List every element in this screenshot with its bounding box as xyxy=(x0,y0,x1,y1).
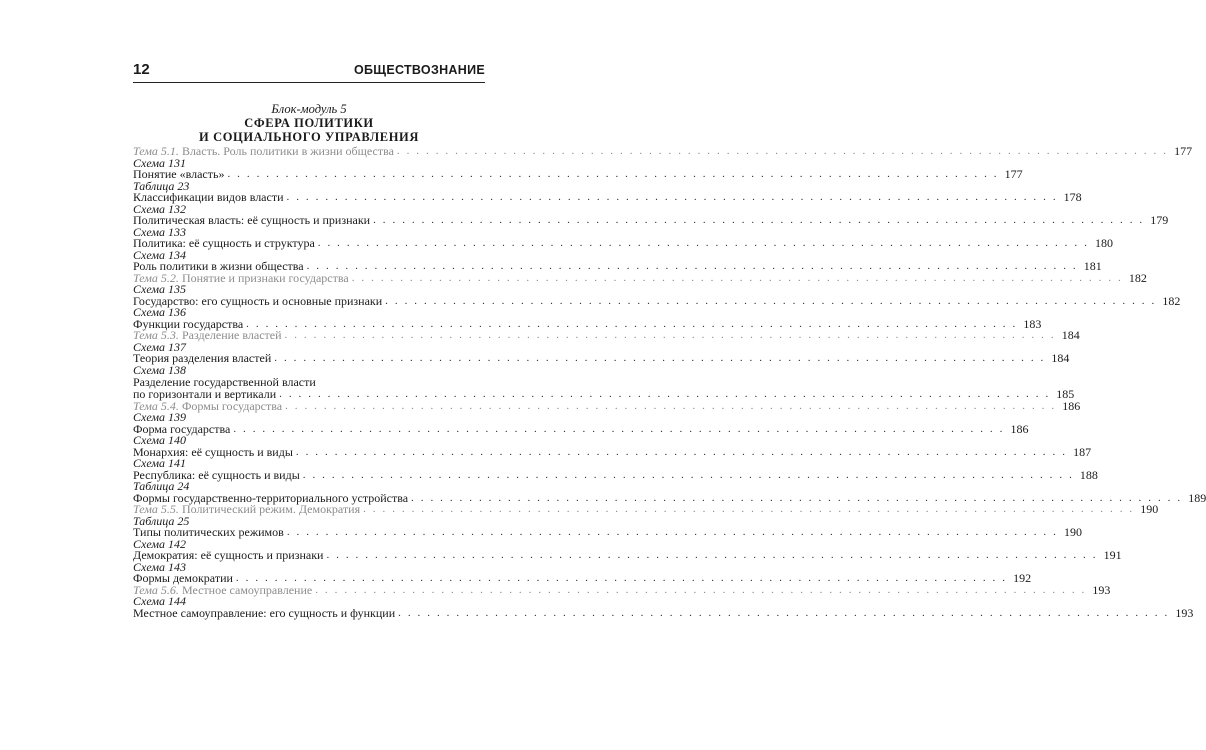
toc-page-number: 177 xyxy=(1174,144,1193,158)
toc-page-number: 186 xyxy=(1010,421,1029,436)
toc-dot-leader: . . . . . . . . . . . . . . . . . . . . . . . . . . . . . . . . . . . . . . . . . . . . . . . . . . . . . . . . . . . . . . . . . . . . . . . . . . . . . . . . xyxy=(317,237,1089,249)
toc-figure-label: Схема 136 xyxy=(133,305,187,319)
toc-dot-leader: . . . . . . . . . . . . . . . . . . . . . . . . . . . . . . . . . . . . . . . . . . . . . . . . . . . . . . . . . . . . . . . . . . . . . . . . . . . . . . . . xyxy=(284,329,1056,341)
toc-page-number: 193 xyxy=(1175,605,1194,620)
toc-dot-leader: . . . . . . . . . . . . . . . . . . . . . . . . . . . . . . . . . . . . . . . . . . . . . . . . . . . . . . . . . . . . . . . . . . . . . . . . . . . . . . . . xyxy=(351,271,1123,284)
toc-entry-title: Роль политики в жизни общества xyxy=(133,259,304,273)
toc-page-number: 182 xyxy=(1162,293,1181,308)
toc-figure-label: Схема 140 xyxy=(133,433,187,447)
toc-dot-leader: . . . . . . . . . . . . . . . . . . . . . . . . . . . . . . . . . . . . . . . . . . . . . . . . . . . . . . . . . . . . . . . . . . . . . . . . . . . . . . . . xyxy=(396,145,1169,157)
table-of-contents xyxy=(133,144,1206,620)
toc-dot-leader: . . . . . . . . . . . . . . . . . . . . . . . . . . . . . . . . . . . . . . . . . . . . . . . . . . . . . . . . . . . . . . . . . . . . . . . . . . . . . . . . xyxy=(326,549,1098,561)
toc-theme-number: Тема 5.6. xyxy=(133,582,179,597)
toc-entry-title: Понятие «власть» xyxy=(133,167,225,181)
toc-entry-title: Монархия: её сущность и виды xyxy=(133,444,293,459)
toc-dot-leader: . . . . . . . . . . . . . . . . . . . . . . . . . . . . . . . . . . . . . . . . . . . . . . . . . . . . . . . . . . . . . . . . . . . . . . . . . . . . . . . . xyxy=(286,191,1058,203)
toc-page-number: 190 xyxy=(1140,502,1159,516)
toc-dot-leader: . . . . . . . . . . . . . . . . . . . . . . . . . . . . . . . . . . . . . . . . . . . . . . . . . . . . . . . . . . . . . . . . . . . . . . . . . . . . . . . . xyxy=(363,503,1135,515)
toc-page-number: 184 xyxy=(1061,328,1080,342)
toc-page-number: 187 xyxy=(1073,444,1092,459)
toc-figure-label: Таблица 24 xyxy=(133,479,190,493)
toc-theme-number: Тема 5.3. xyxy=(133,328,179,342)
toc-dot-leader: . . . . . . . . . . . . . . . . . . . . . . . . . . . . . . . . . . . . . . . . . . . . . . . . . . . . . . . . . . . . . . . . . . . . . . . . . . . . . . . . xyxy=(235,572,1008,584)
toc-figure-label: Схема 137 xyxy=(133,339,187,354)
toc-dot-leader: . . . . . . . . . . . . . . . . . . . . . . . . . . . . . . . . . . . . . . . . . . . . . . . . . . . . . . . . . . . . . . . . . . . . . . . . . . . . . . . . xyxy=(306,260,1078,272)
toc-dot-leader: . . . . . . . . . . . . . . . . . . . . . . . . . . . . . . . . . . . . . . . . . . . . . . . . . . . . . . . . . . . . . . . . . . . . . . . . . . . . . . . . xyxy=(385,294,1157,307)
toc-dot-leader: . . . . . . . . . . . . . . . . . . . . . . . . . . . . . . . . . . . . . . . . . . . . . . . . . . . . . . . . . . . . . . . . . . . . . . . . . . . . . . . . xyxy=(295,445,1068,458)
toc-page-number: 185 xyxy=(1056,387,1075,401)
toc-entry-title: Функции государства xyxy=(133,316,244,331)
toc-figure-label: Схема 131 xyxy=(133,155,187,170)
toc-entry-title: Классификации видов власти xyxy=(133,190,284,204)
toc-entry-row xyxy=(133,605,1194,620)
page-number: 12 xyxy=(133,61,150,78)
toc-page-number: 180 xyxy=(1094,236,1113,250)
toc-theme-title: Местное самоуправление xyxy=(181,582,313,597)
toc-entry-title: Политическая власть: её сущность и признаки xyxy=(133,213,371,227)
toc-theme-title: Понятие и признаки государства xyxy=(181,270,349,285)
toc-page-number: 183 xyxy=(1023,316,1042,331)
toc-page-number: 186 xyxy=(1062,398,1081,413)
toc-dot-leader: . . . . . . . . . . . . . . . . . . . . . . . . . . . . . . . . . . . . . . . . . . . . . . . . . . . . . . . . . . . . . . . . . . . . . . . . . . . . . . . . xyxy=(373,214,1145,226)
toc-page-number: 188 xyxy=(1079,467,1098,482)
toc-dot-leader: . . . . . . . . . . . . . . . . . . . . . . . . . . . . . . . . . . . . . . . . . . . . . . . . . . . . . . . . . . . . . . . . . . . . . . . . . . . . . . . . xyxy=(274,352,1046,364)
toc-figure-label: Таблица 23 xyxy=(133,178,190,193)
toc-dot-leader: . . . . . . . . . . . . . . . . . . . . . . . . . . . . . . . . . . . . . . . . . . . . . . . . . . . . . . . . . . . . . . . . . . . . . . . . . . . . . . . . xyxy=(233,422,1005,435)
toc-entry-title: Демократия: её сущность и признаки xyxy=(133,548,324,562)
toc-entry[interactable] xyxy=(133,605,1194,620)
toc-entry-title: Форма государства xyxy=(133,421,231,436)
toc-page-number: 179 xyxy=(1150,213,1169,227)
toc-entry-title: Формы демократии xyxy=(133,571,233,585)
toc-page-number: 193 xyxy=(1092,582,1111,597)
toc-entry-title: по горизонтали и вертикали xyxy=(133,387,277,401)
toc-theme-number: Тема 5.1. xyxy=(133,144,179,158)
block-title-line-2: И СОЦИАЛЬНОГО УПРАВЛЕНИЯ xyxy=(199,130,419,145)
toc-page-number: 191 xyxy=(1103,548,1122,562)
toc-figure-label: Схема 138 xyxy=(133,362,187,377)
toc-figure-label: Схема 132 xyxy=(133,201,187,216)
toc-figure-label: Схема 142 xyxy=(133,536,187,551)
toc-theme-number: Тема 5.4. xyxy=(133,398,179,413)
toc-theme-title: Власть. Роль политики в жизни общества xyxy=(181,144,394,158)
page-header xyxy=(133,58,485,83)
toc-page-number: 190 xyxy=(1063,525,1082,539)
toc-entry[interactable] xyxy=(133,375,1075,401)
toc-theme-number: Тема 5.5. xyxy=(133,502,179,516)
toc-entry-text-line-1: Разделение государственной власти xyxy=(133,375,316,389)
toc-theme-title: Разделение властей xyxy=(181,328,282,342)
toc-entry-title: Типы политических режимов xyxy=(133,525,284,539)
toc-dot-leader: . . . . . . . . . . . . . . . . . . . . . . . . . . . . . . . . . . . . . . . . . . . . . . . . . . . . . . . . . . . . . . . . . . . . . . . . . . . . . . . . xyxy=(398,606,1170,619)
toc-figure-label: Схема 141 xyxy=(133,456,187,470)
toc-dot-leader: . . . . . . . . . . . . . . . . . . . . . . . . . . . . . . . . . . . . . . . . . . . . . . . . . . . . . . . . . . . . . . . . . . . . . . . . . . . . . . . . xyxy=(246,317,1018,330)
toc-entry-title: Теория разделения властей xyxy=(133,351,272,365)
toc-figure-label: Таблица 25 xyxy=(133,513,190,528)
toc-figure-label: Схема 144 xyxy=(133,594,187,608)
toc-figure-label: Схема 139 xyxy=(133,410,187,424)
toc-figure-label: Схема 133 xyxy=(133,224,187,239)
running-title: ОБЩЕСТВОЗНАНИЕ xyxy=(353,63,485,77)
toc-dot-leader: . . . . . . . . . . . . . . . . . . . . . . . . . . . . . . . . . . . . . . . . . . . . . . . . . . . . . . . . . . . . . . . . . . . . . . . . . . . . . . . . xyxy=(227,168,999,180)
toc-theme-number: Тема 5.2. xyxy=(133,270,179,285)
toc-page-number: 177 xyxy=(1004,167,1023,181)
toc-entry-title: Политика: её сущность и структура xyxy=(133,236,315,250)
toc-dot-leader: . . . . . . . . . . . . . . . . . . . . . . . . . . . . . . . . . . . . . . . . . . . . . . . . . . . . . . . . . . . . . . . . . . . . . . . . . . . . . . . . xyxy=(285,399,1057,412)
toc-theme-title: Политический режим. Демократия xyxy=(181,502,361,516)
toc-page-number: 181 xyxy=(1083,259,1102,273)
toc-page-number: 192 xyxy=(1013,571,1032,585)
toc-page-number: 184 xyxy=(1051,351,1070,365)
block-title-line-1: СФЕРА ПОЛИТИКИ xyxy=(244,116,374,130)
toc-page-number: 189 xyxy=(1188,490,1206,505)
toc-figure-label: Схема 143 xyxy=(133,559,187,574)
toc-entry-title: Государство: его сущность и основные признаки xyxy=(133,293,383,308)
toc-entry-title: Республика: её сущность и виды xyxy=(133,467,300,482)
toc-dot-leader: . . . . . . . . . . . . . . . . . . . . . . . . . . . . . . . . . . . . . . . . . . . . . . . . . . . . . . . . . . . . . . . . . . . . . . . . . . . . . . . . xyxy=(315,583,1087,596)
toc-page-number: 178 xyxy=(1063,190,1082,204)
toc-dot-leader: . . . . . . . . . . . . . . . . . . . . . . . . . . . . . . . . . . . . . . . . . . . . . . . . . . . . . . . . . . . . . . . . . . . . . . . . . . . . . . . . xyxy=(286,526,1058,538)
toc-entry-title: Местное самоуправление: его сущность и функции xyxy=(133,605,396,620)
section-heading xyxy=(133,102,485,145)
toc-dot-leader: . . . . . . . . . . . . . . . . . . . . . . . . . . . . . . . . . . . . . . . . . . . . . . . . . . . . . . . . . . . . . . . . . . . . . . . . . . . . . . . . xyxy=(279,388,1051,400)
toc-figure-label: Схема 135 xyxy=(133,282,187,296)
toc-dot-leader: . . . . . . . . . . . . . . . . . . . . . . . . . . . . . . . . . . . . . . . . . . . . . . . . . . . . . . . . . . . . . . . . . . . . . . . . . . . . . . . . xyxy=(302,468,1074,481)
block-module-label: Блок-модуль 5 xyxy=(271,102,347,116)
toc-theme-title: Формы государства xyxy=(181,398,283,413)
toc-page-number: 182 xyxy=(1128,270,1147,285)
toc-figure-label: Схема 134 xyxy=(133,247,187,262)
toc-entry-title: Формы государственно-территориального устройства xyxy=(133,490,409,505)
toc-dot-leader: . . . . . . . . . . . . . . . . . . . . . . . . . . . . . . . . . . . . . . . . . . . . . . . . . . . . . . . . . . . . . . . . . . . . . . . . . . . . . . . . xyxy=(411,491,1183,504)
